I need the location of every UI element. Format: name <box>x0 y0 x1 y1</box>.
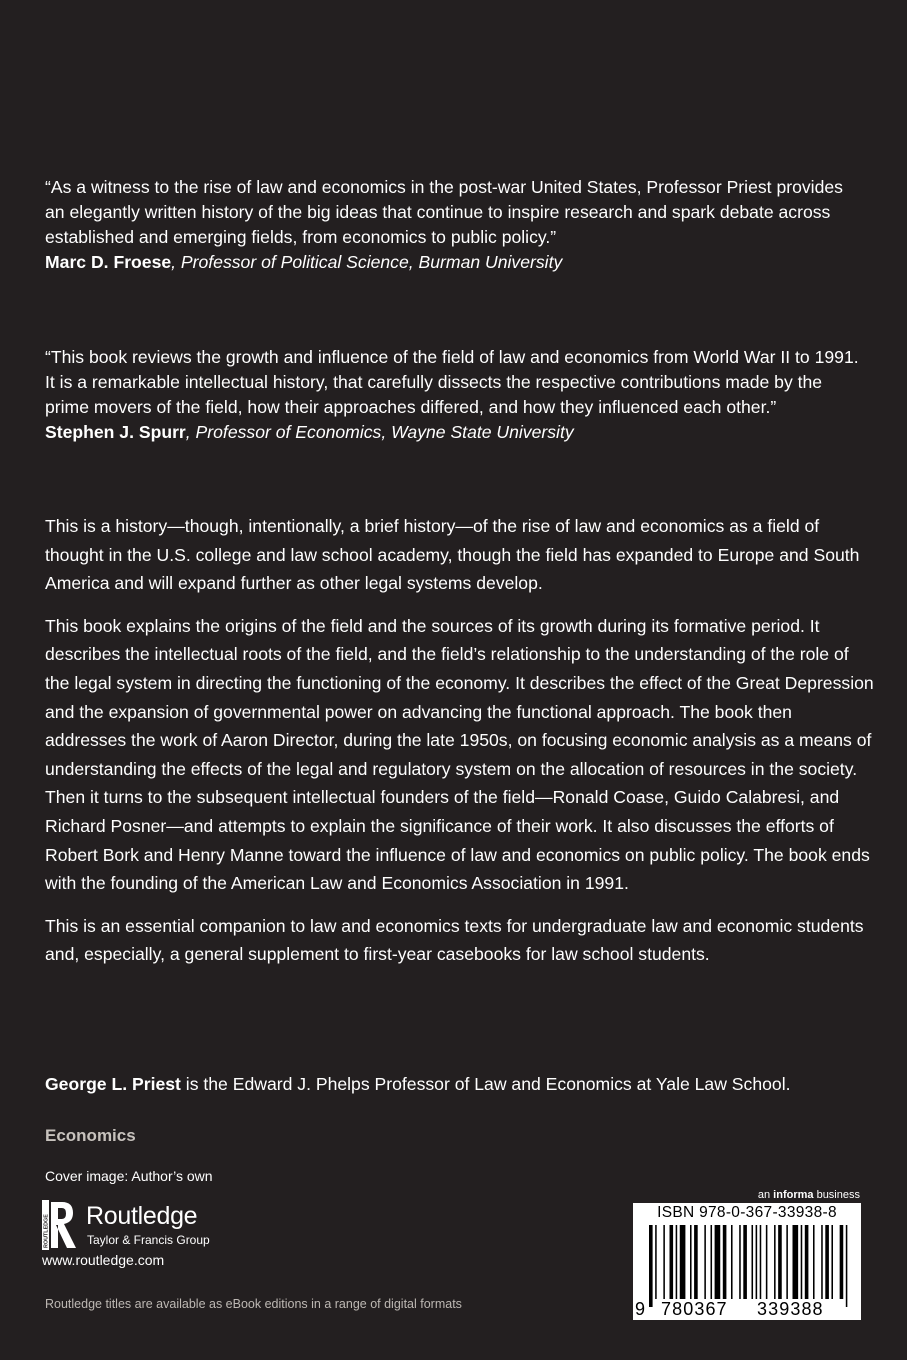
barcode-bar <box>676 1225 678 1299</box>
barcode-bar <box>756 1225 758 1299</box>
barcode-bar <box>846 1225 848 1307</box>
barcode-bar <box>821 1225 823 1299</box>
barcode-bar <box>690 1225 692 1299</box>
barcode-bar <box>774 1225 776 1299</box>
barcode-bar <box>813 1225 815 1299</box>
barcode-bar <box>825 1225 829 1299</box>
description-paragraph: This book explains the origins of the field and the sources of its growth during its formative period. It describes the intellectual roots of the field, and the field’s relationship to the understanding of the role of the legal system in directing the functioning of the economy. It describes the effect of the Great Depression and the expansion of governmental power on advancing the functional approach. The book then addresses the work of Aaron Director, during the late 1950s, on focusing economic analysis as a means of understanding the effects of the legal and regulatory system on the allocation of resources in the society. Then it turns to the subsequent intellectual founders of the field—Ronald Coase, Guido Calabresi, and Richard Posner—and attempts to explain the significance of their work. It also discusses the efforts of Robert Bork and Henry Manne toward the influence of law and economics on public policy. The book ends with the founding of the American Law and Economics Association in 1991. <box>45 615 874 894</box>
barcode-bar <box>739 1225 741 1299</box>
barcode-bar <box>760 1225 762 1299</box>
barcode-bar <box>786 1225 788 1299</box>
isbn-barcode <box>633 1203 861 1320</box>
barcode-bar <box>743 1225 747 1299</box>
routledge-r-icon <box>42 1200 78 1250</box>
review-quote-1 <box>45 175 865 275</box>
barcode-bar <box>715 1225 721 1299</box>
informa-tagline: an informa business <box>757 1189 860 1201</box>
barcode-bar <box>752 1225 754 1299</box>
cover-credit: Cover image: Author’s own <box>45 1168 213 1184</box>
barcode-bar <box>711 1225 713 1299</box>
barcode-bar <box>723 1225 727 1299</box>
barcode-bar <box>680 1225 686 1299</box>
publisher-group: Taylor & Francis Group <box>87 1233 210 1247</box>
barcode-bar <box>649 1225 653 1307</box>
barcode-bar <box>670 1225 674 1299</box>
quote-text: “This book reviews the growth and influence of the field of law and economics from World War II to 1991. It is a remarkable intellectual history, that carefully dissects the respective contributions made by the prime movers of the field, how their approaches differed, and how they influenced each other.” <box>45 347 859 417</box>
publisher-website: www.routledge.com <box>42 1252 165 1268</box>
barcode-first-digit: 9 <box>635 1299 647 1319</box>
barcode-bar <box>840 1225 844 1299</box>
barcode-bar <box>766 1225 768 1299</box>
barcode-bar <box>801 1225 803 1299</box>
barcode-digit-group-2: 339388 <box>757 1299 824 1319</box>
barcode-bar <box>793 1225 799 1299</box>
barcode-bar <box>704 1225 706 1299</box>
quote-text: “As a witness to the rise of law and economics in the post-war United States, Professor Priest provides an elegantly written history of the big ideas that continue to inspire research and spark debate across established and emerging fields, from economics to public policy.” <box>45 177 843 247</box>
quote-affiliation: , Professor of Political Science, Burman University <box>171 252 563 272</box>
barcode-bar <box>805 1225 809 1299</box>
publisher-name: Routledge <box>86 1202 198 1230</box>
author-bio-text: is the Edward J. Phelps Professor of Law and Economics at Yale Law School. <box>180 1074 791 1094</box>
barcode-bar <box>778 1225 782 1299</box>
informa-brand: informa <box>773 1189 814 1201</box>
quote-author: Marc D. Froese <box>45 252 172 272</box>
author-name: George L. Priest <box>45 1074 181 1094</box>
author-bio <box>45 1072 875 1096</box>
barcode-bar <box>694 1225 698 1299</box>
barcode-bar <box>731 1225 733 1299</box>
review-quote-2 <box>45 345 865 445</box>
logo-vertical-text: ROUTLEDGE <box>43 1214 50 1248</box>
isbn-label: ISBN 978-0-367-33938-8 <box>657 1204 837 1221</box>
description-paragraph: This is a history—though, intentionally, a brief history—of the rise of law and economics as a field of thought in the U.S. college and law school academy, though the field has expanded to Europe and South America and will expand further as other legal systems develop. <box>45 516 860 594</box>
description-paragraph: This is an essential companion to law and economics texts for undergraduate law and economic students and, especially, a general supplement to first-year casebooks for law school students. <box>45 915 864 965</box>
quote-author: Stephen J. Spurr <box>45 422 186 442</box>
barcode-bar <box>663 1225 665 1299</box>
ebook-note: Routledge titles are available as eBook editions in a range of digital formats <box>45 1297 462 1311</box>
barcode-bar <box>831 1225 833 1299</box>
barcode-digit-group-1: 780367 <box>661 1299 728 1319</box>
subject-category: Economics <box>45 1126 136 1145</box>
publisher-logo <box>42 1200 242 1252</box>
book-description <box>45 512 875 983</box>
barcode-bar <box>655 1225 657 1299</box>
quote-affiliation: , Professor of Economics, Wayne State University <box>185 422 574 442</box>
